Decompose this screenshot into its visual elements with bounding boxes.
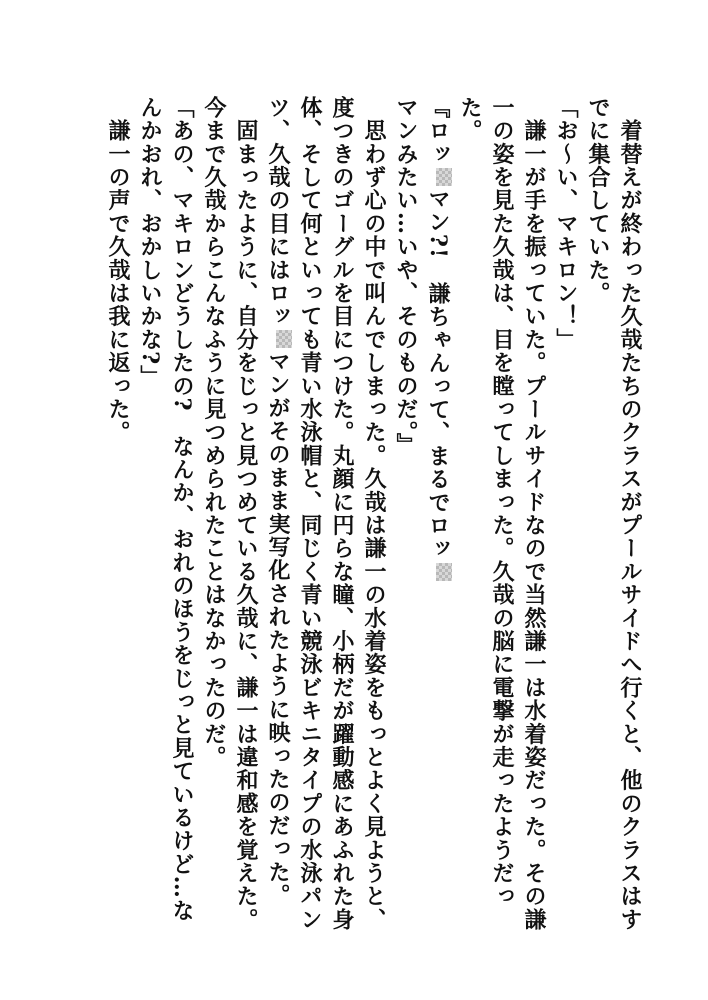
text-span: 着替えが終わった久哉たちのクラスがプールサイドへ行くと、他のクラスはすでに集合していた。: [585, 96, 643, 932]
text-span: 謙一が手を振っていた。プールサイドなので当然謙一は水着姿だった。その謙一の姿を見た久哉は、目を瞠ってしまった。久哉の脳に電撃が走ったようだった。: [457, 96, 547, 932]
mosaic-censor-icon: [436, 168, 452, 186]
paragraph: [198, 96, 262, 936]
paragraph: [390, 96, 454, 936]
vertical-text-body: [102, 96, 646, 936]
mosaic-censor-icon: [276, 330, 292, 348]
text-span: 「あの、マキロンどうしたの? なんか、おれのほうをじっと見ているけど…なんかおれ、おかしいかな?」: [137, 96, 195, 923]
text-span: マンがそのまま実写化されたように映ったのだった。: [265, 350, 291, 907]
mosaic-censor-icon: [436, 563, 452, 581]
text-span: 思わず心の中で叫んでしまった。久哉は謙一の水着姿をもっとよく見ようと、度つきのゴーグルを目につけた。丸顔に円らな瞳、小柄だが躍動感にあふれた身体、そして何といっても青い水泳帽と、同じく青い競泳ビキニタイプの水泳パンツ、久哉の目にはロッ: [265, 96, 387, 932]
text-span: マンみたい…いや、そのものだ。』: [393, 96, 419, 457]
paragraph: [102, 96, 134, 936]
text-span: 固まったように、自分をじっと見つめている久哉に、謙一は違和感を覚えた。今まで久哉からこんなふうに見つめられたことはなかったのだ。: [201, 96, 259, 932]
text-span: 『ロッ: [425, 96, 451, 166]
text-span: マン?! 謙ちゃんって、まるでロッ: [425, 187, 451, 561]
paragraph: [550, 96, 582, 936]
paragraph: [134, 96, 198, 936]
paragraph: [262, 96, 390, 936]
text-span: 謙一の声で久哉は我に返った。: [105, 96, 131, 444]
paragraph: [454, 96, 550, 936]
paragraph: [582, 96, 646, 936]
text-span: 「お～い、マキロン！」: [553, 96, 579, 352]
